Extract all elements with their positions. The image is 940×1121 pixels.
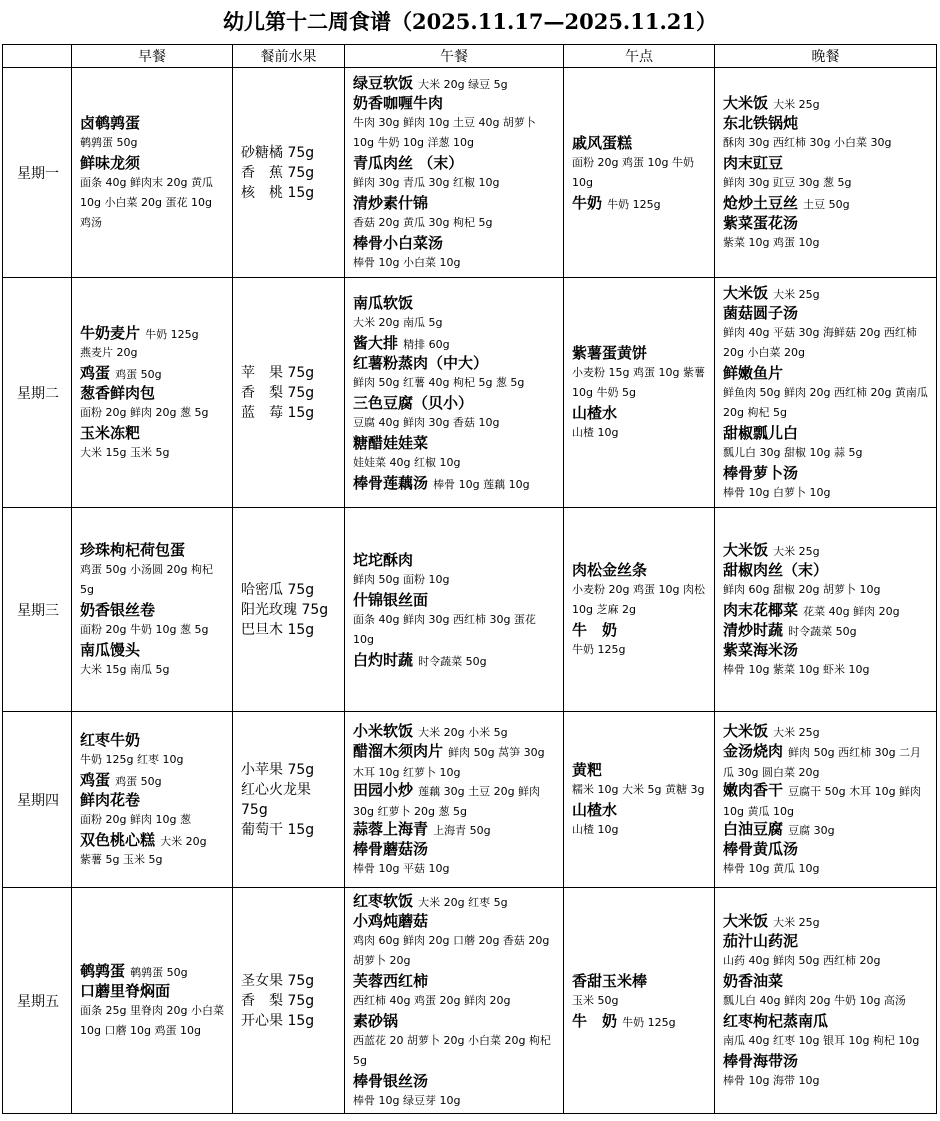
dish-name: 甜椒瓢儿白 [723, 423, 799, 442]
ingredient-line: 鲜肉 60g 甜椒 20g 胡萝卜 10g [723, 582, 881, 596]
dish-line [723, 931, 930, 951]
dish-line [353, 193, 557, 213]
fruit-item: 砂糖橘 75g [241, 144, 315, 161]
header-row [3, 45, 937, 68]
dish-line [723, 600, 930, 620]
day-row [3, 278, 937, 508]
ingredient-line: 山楂 10g [572, 425, 619, 439]
ingredient-line: 山药 40g 鲜肉 50g 西红柿 20g [723, 953, 881, 967]
dish-name: 卤鹌鹑蛋 [80, 113, 141, 132]
dish-line [723, 113, 930, 133]
fruit-item: 圣女果 75g [241, 972, 315, 989]
fruit-cell [233, 888, 345, 1114]
dish-name: 鹌鹑蛋 [80, 961, 126, 980]
page-title: 幼儿第十二周食谱（2025.11.17—2025.11.21） [222, 9, 718, 34]
dish-name: 绿豆软饭 [353, 73, 414, 92]
dish-name: 双色桃心糕 [80, 830, 156, 849]
dish-name: 口蘑里脊焖面 [80, 981, 171, 1000]
snack-cell [564, 508, 715, 712]
dish-line [572, 760, 708, 780]
fruit-item: 葡萄干 15g [241, 821, 315, 838]
breakfast-cell [72, 888, 233, 1114]
ingredient-line: 棒骨 10g 白萝卜 10g [723, 485, 831, 499]
dish-name: 素砂锅 [353, 1011, 399, 1030]
fruit-item: 开心果 15g [241, 1012, 315, 1029]
dish-name: 菌菇圆子汤 [723, 303, 799, 322]
dish-name: 清炒时蔬 [723, 620, 784, 639]
dish-line [723, 1011, 930, 1031]
dish-line [353, 721, 557, 741]
dish-name: 红枣牛奶 [80, 730, 141, 749]
dish-note: 时令蔬菜 50g [788, 624, 857, 638]
ingredient-line: 香菇 20g 黄瓜 30g 枸杞 5g [353, 215, 493, 229]
dish-line [723, 780, 930, 819]
dish-name: 糖醋娃娃菜 [353, 433, 429, 452]
dish-note: 大米 25g [773, 915, 820, 929]
dish-line [723, 283, 930, 303]
dish-name: 红枣枸杞蒸南瓜 [723, 1011, 829, 1030]
dish-note: 花菜 40g 鲜肉 20g [803, 604, 900, 618]
dish-name: 棒骨萝卜汤 [723, 463, 799, 482]
ingredient-line: 鲜鱼肉 50g 鲜肉 20g 西红柿 20g 黄南瓜 20g 枸杞 5g [723, 385, 928, 419]
dish-line [353, 839, 557, 859]
dish-line [80, 981, 226, 1001]
ingredient-line: 瓢儿白 40g 鲜肉 20g 牛奶 10g 高汤 [723, 993, 906, 1007]
dish-line [80, 770, 226, 790]
fruit-item: 蓝 莓 15g [241, 404, 315, 421]
dish-line [80, 830, 226, 850]
ingredient-line: 大米 20g 南瓜 5g [353, 315, 443, 329]
header-dinner: 晚餐 [715, 45, 937, 68]
ingredient-line: 鲜肉 30g 豇豆 30g 葱 5g [723, 175, 852, 189]
dish-name: 南瓜软饭 [353, 293, 414, 312]
dish-note: 精排 60g [403, 337, 450, 351]
dish-name: 棒骨莲藕汤 [353, 473, 429, 492]
dish-name: 醋溜木须肉片 [353, 741, 444, 760]
dish-name: 金汤烧肉 [723, 741, 784, 760]
dish-name: 大米饭 [723, 283, 769, 302]
day-label: 星期五 [3, 888, 72, 1114]
dish-line [353, 1011, 557, 1031]
dish-name: 大米饭 [723, 721, 769, 740]
dish-name: 牛 奶 [572, 1011, 618, 1030]
dish-note: 鸡蛋 50g [115, 367, 162, 381]
dish-line [723, 620, 930, 640]
dish-line [572, 343, 708, 363]
ingredient-line: 棒骨 10g 平菇 10g [353, 861, 450, 875]
snack-cell [564, 68, 715, 278]
dish-line [80, 961, 226, 981]
header-breakfast: 早餐 [72, 45, 233, 68]
day-label: 星期四 [3, 712, 72, 888]
dish-name: 甜椒肉丝（末） [723, 560, 829, 579]
dish-line [353, 473, 557, 493]
dish-line [572, 971, 708, 991]
dish-name: 棒骨黄瓜汤 [723, 839, 799, 858]
dish-line [572, 560, 708, 580]
dish-name: 奶香咖喱牛肉 [353, 93, 444, 112]
dish-line [353, 1071, 557, 1091]
dish-line [723, 463, 930, 483]
dish-name: 香甜玉米棒 [572, 971, 648, 990]
dish-name: 戚风蛋糕 [572, 133, 633, 152]
dish-line [572, 133, 708, 153]
snack-cell [564, 888, 715, 1114]
breakfast-cell [72, 278, 233, 508]
dinner-cell [715, 278, 937, 508]
ingredient-line: 西蓝花 20 胡萝卜 20g 小白菜 20g 枸杞 5g [353, 1033, 551, 1067]
fruit-item: 苹 果 75g [241, 364, 315, 381]
dish-line [353, 550, 557, 570]
dish-line [80, 640, 226, 660]
day-label: 星期二 [3, 278, 72, 508]
dish-note: 大米 25g [773, 725, 820, 739]
header-snack: 午点 [564, 45, 715, 68]
dish-note: 鹌鹑蛋 50g [130, 965, 188, 979]
dish-name: 什锦银丝面 [353, 590, 429, 609]
dish-note: 豆腐干 50g 木耳 10g 鲜肉 10g 黄瓜 10g [723, 784, 922, 818]
dish-name: 奶香银丝卷 [80, 600, 156, 619]
ingredient-line: 瓢儿白 30g 甜椒 10g 蒜 5g [723, 445, 863, 459]
lunch-cell [345, 508, 564, 712]
dish-line [723, 423, 930, 443]
dish-name: 肉末花椰菜 [723, 600, 799, 619]
dish-line [80, 730, 226, 750]
ingredient-line: 糯米 10g 大米 5g 黄糖 3g [572, 782, 705, 796]
dish-name: 东北铁锅炖 [723, 113, 799, 132]
dish-line [80, 383, 226, 403]
ingredient-line: 牛奶 125g 红枣 10g [80, 752, 184, 766]
dish-line [353, 153, 557, 173]
dish-note: 大米 20g 小米 5g [418, 725, 508, 739]
ingredient-line: 面条 40g 鲜肉末 20g 黄瓜 10g 小白菜 20g 蛋花 10g 鸡汤 [80, 175, 213, 229]
dish-name: 鲜肉花卷 [80, 790, 141, 809]
dish-line [353, 780, 557, 819]
dish-line [80, 790, 226, 810]
dish-name: 棒骨银丝汤 [353, 1071, 429, 1090]
ingredient-line: 小麦粉 20g 鸡蛋 10g 肉松 10g 芝麻 2g [572, 582, 705, 616]
dish-name: 南瓜馒头 [80, 640, 141, 659]
dish-name: 葱香鲜肉包 [80, 383, 156, 402]
dish-line [723, 213, 930, 233]
dish-line [353, 891, 557, 911]
ingredient-line: 酥肉 30g 西红柿 30g 小白菜 30g [723, 135, 892, 149]
dish-name: 鲜味龙须 [80, 153, 141, 172]
breakfast-cell [72, 508, 233, 712]
dish-line [723, 153, 930, 173]
dish-note: 大米 20g 红枣 5g [418, 895, 508, 909]
ingredient-line: 面粉 20g 鲜肉 10g 葱 [80, 812, 191, 826]
dish-name: 酱大排 [353, 333, 399, 352]
dish-line [80, 423, 226, 443]
dish-name: 红薯粉蒸肉（中大） [353, 353, 489, 372]
dish-name: 嫩肉香干 [723, 780, 784, 799]
dish-note: 土豆 50g [803, 197, 850, 211]
dish-line [723, 971, 930, 991]
dish-line [723, 1051, 930, 1071]
dish-line [353, 590, 557, 610]
ingredient-line: 面条 25g 里脊肉 20g 小白菜 10g 口蘑 10g 鸡蛋 10g [80, 1003, 224, 1037]
day-row [3, 888, 937, 1114]
dish-name: 山楂水 [572, 800, 618, 819]
ingredient-line: 大米 15g 南瓜 5g [80, 662, 170, 676]
fruit-item: 哈密瓜 75g [241, 581, 315, 598]
ingredient-line: 棒骨 10g 小白菜 10g [353, 255, 461, 269]
dish-note: 棒骨 10g 莲藕 10g [433, 477, 530, 491]
fruit-cell [233, 68, 345, 278]
dish-name: 大米饭 [723, 911, 769, 930]
dish-name: 鸡蛋 [80, 770, 111, 789]
dish-name: 茄汁山药泥 [723, 931, 799, 950]
dish-line [723, 721, 930, 741]
dish-name: 奶香油菜 [723, 971, 784, 990]
dish-line [723, 819, 930, 839]
dish-note: 大米 20g [160, 834, 207, 848]
day-row [3, 712, 937, 888]
ingredient-line: 面粉 20g 牛奶 10g 葱 5g [80, 622, 209, 636]
menu-table [2, 44, 937, 1114]
breakfast-cell [72, 712, 233, 888]
dish-line [723, 741, 930, 780]
dish-line [572, 620, 708, 640]
snack-cell [564, 712, 715, 888]
dish-note: 大米 25g [773, 544, 820, 558]
dish-line [723, 193, 930, 213]
ingredient-line: 小麦粉 15g 鸡蛋 10g 紫薯 10g 牛奶 5g [572, 365, 705, 399]
ingredient-line: 棒骨 10g 紫菜 10g 虾米 10g [723, 662, 870, 676]
dish-line [353, 911, 557, 931]
dish-name: 紫菜蛋花汤 [723, 213, 799, 232]
dish-name: 白灼时蔬 [353, 650, 414, 669]
ingredient-line: 鸡蛋 50g 小汤圆 20g 枸杞 5g [80, 562, 213, 596]
dish-line [353, 353, 557, 373]
ingredient-line: 豆腐 40g 鲜肉 30g 香菇 10g [353, 415, 500, 429]
dish-line [723, 839, 930, 859]
dish-name: 玉米冻粑 [80, 423, 141, 442]
dinner-cell [715, 68, 937, 278]
header-lunch: 午餐 [345, 45, 564, 68]
dish-line [723, 640, 930, 660]
dish-name: 坨坨酥肉 [353, 550, 414, 569]
fruit-cell [233, 712, 345, 888]
ingredient-line: 棒骨 10g 海带 10g [723, 1073, 820, 1087]
dish-line [353, 741, 557, 780]
dish-name: 棒骨小白菜汤 [353, 233, 444, 252]
dish-name: 紫菜海米汤 [723, 640, 799, 659]
dish-line [572, 403, 708, 423]
ingredient-line: 紫菜 10g 鸡蛋 10g [723, 235, 820, 249]
dish-name: 黄粑 [572, 760, 603, 779]
dish-note: 大米 25g [773, 287, 820, 301]
dish-name: 芙蓉西红柿 [353, 971, 429, 990]
dish-line [80, 600, 226, 620]
ingredient-line: 面粉 20g 鲜肉 20g 葱 5g [80, 405, 209, 419]
dish-line [572, 1011, 708, 1031]
ingredient-line: 棒骨 10g 绿豆芽 10g [353, 1093, 461, 1107]
ingredient-line: 牛肉 30g 鲜肉 10g 土豆 40g 胡萝卜 10g 牛奶 10g 洋葱 10g [353, 115, 536, 149]
fruit-item: 红心火龙果 75g [241, 781, 311, 818]
dish-name: 珍珠枸杞荷包蛋 [80, 540, 186, 559]
dish-line [353, 971, 557, 991]
fruit-cell [233, 508, 345, 712]
dish-note: 时令蔬菜 50g [418, 654, 487, 668]
dish-line [353, 73, 557, 93]
dish-name: 山楂水 [572, 403, 618, 422]
ingredient-line: 西红柿 40g 鸡蛋 20g 鲜肉 20g [353, 993, 511, 1007]
dish-note: 鸡蛋 50g [115, 774, 162, 788]
lunch-cell [345, 888, 564, 1114]
dish-name: 牛奶 [572, 193, 603, 212]
lunch-cell [345, 68, 564, 278]
day-label: 星期一 [3, 68, 72, 278]
dish-line [572, 193, 708, 213]
dish-name: 鲜嫩鱼片 [723, 363, 784, 382]
dish-name: 棒骨海带汤 [723, 1051, 799, 1070]
dish-line [80, 153, 226, 173]
ingredient-line: 牛奶 125g [572, 642, 626, 656]
dish-note: 鲜肉 50g 西红柿 30g 二月瓜 30g 圆白菜 20g [723, 745, 922, 779]
dish-line [723, 560, 930, 580]
header-fruit: 餐前水果 [233, 45, 345, 68]
ingredient-line: 燕麦片 20g [80, 345, 138, 359]
dish-line [353, 233, 557, 253]
snack-cell [564, 278, 715, 508]
dish-line [353, 93, 557, 113]
ingredient-line: 面条 40g 鲜肉 30g 西红柿 30g 蛋花 10g [353, 612, 536, 646]
ingredient-line: 鹌鹑蛋 50g [80, 135, 138, 149]
dish-line [353, 650, 557, 670]
dish-name: 小鸡炖蘑菇 [353, 911, 429, 930]
dish-line [353, 819, 557, 839]
ingredient-line: 鲜肉 40g 平菇 30g 海鲜菇 20g 西红柿 20g 小白菜 20g [723, 325, 917, 359]
dish-name: 大米饭 [723, 93, 769, 112]
header-corner [3, 45, 72, 68]
dinner-cell [715, 712, 937, 888]
dish-line [572, 800, 708, 820]
dish-note: 鲜肉 50g 莴笋 30g 木耳 10g 红萝卜 10g [353, 745, 545, 779]
ingredient-line: 鲜肉 50g 红薯 40g 枸杞 5g 葱 5g [353, 375, 525, 389]
fruit-item: 巴旦木 15g [241, 621, 315, 638]
fruit-item: 香 蕉 75g [241, 164, 315, 181]
dish-note: 豆腐 30g [788, 823, 835, 837]
dish-line [80, 363, 226, 383]
ingredient-line: 大米 15g 玉米 5g [80, 445, 170, 459]
lunch-cell [345, 278, 564, 508]
day-label: 星期三 [3, 508, 72, 712]
lunch-cell [345, 712, 564, 888]
ingredient-line: 鲜肉 30g 青瓜 30g 红椒 10g [353, 175, 500, 189]
dish-name: 牛 奶 [572, 620, 618, 639]
dish-name: 肉末豇豆 [723, 153, 784, 172]
dish-name: 田园小炒 [353, 780, 414, 799]
dish-name: 红枣软饭 [353, 891, 414, 910]
dish-name: 牛奶麦片 [80, 323, 141, 342]
dish-note: 大米 20g 绿豆 5g [418, 77, 508, 91]
ingredient-line: 鲜肉 50g 面粉 10g [353, 572, 450, 586]
dish-line [723, 911, 930, 931]
dish-name: 青瓜肉丝 （末） [353, 153, 464, 172]
dinner-cell [715, 888, 937, 1114]
fruit-item: 核 桃 15g [241, 184, 315, 201]
ingredient-line: 南瓜 40g 红枣 10g 银耳 10g 枸杞 10g [723, 1033, 920, 1047]
dish-note: 大米 25g [773, 97, 820, 111]
dish-note: 牛奶 125g [145, 327, 199, 341]
fruit-item: 阳光玫瑰 75g [241, 601, 329, 618]
dish-name: 大米饭 [723, 540, 769, 559]
dish-line [80, 540, 226, 560]
dish-name: 三色豆腐（贝小） [353, 393, 474, 412]
dish-name: 棒骨蘑菇汤 [353, 839, 429, 858]
dish-line [723, 540, 930, 560]
dish-name: 肉松金丝条 [572, 560, 648, 579]
ingredient-line: 娃娃菜 40g 红椒 10g [353, 455, 461, 469]
ingredient-line: 山楂 10g [572, 822, 619, 836]
day-row [3, 68, 937, 278]
day-row [3, 508, 937, 712]
fruit-item: 香 梨 75g [241, 384, 315, 401]
dish-line [723, 303, 930, 323]
fruit-cell [233, 278, 345, 508]
dish-note: 牛奶 125g [622, 1015, 676, 1029]
dish-name: 蒜蓉上海青 [353, 819, 429, 838]
dish-line [80, 113, 226, 133]
dish-line [80, 323, 226, 343]
dish-line [353, 433, 557, 453]
fruit-item: 小苹果 75g [241, 761, 315, 778]
dish-name: 小米软饭 [353, 721, 414, 740]
dish-note: 上海青 50g [433, 823, 491, 837]
dinner-cell [715, 508, 937, 712]
dish-line [353, 333, 557, 353]
dish-name: 白油豆腐 [723, 819, 784, 838]
ingredient-line: 玉米 50g [572, 993, 619, 1007]
dish-line [723, 363, 930, 383]
dish-line [353, 393, 557, 413]
dish-name: 清炒素什锦 [353, 193, 429, 212]
dish-name: 炝炒土豆丝 [723, 193, 799, 212]
ingredient-line: 紫薯 5g 玉米 5g [80, 852, 163, 866]
dish-line [723, 93, 930, 113]
dish-name: 紫薯蛋黄饼 [572, 343, 648, 362]
dish-note: 牛奶 125g [607, 197, 661, 211]
dish-line [353, 293, 557, 313]
ingredient-line: 鸡肉 60g 鲜肉 20g 口蘑 20g 香菇 20g 胡萝卜 20g [353, 933, 550, 967]
fruit-item: 香 梨 75g [241, 992, 315, 1009]
ingredient-line: 面粉 20g 鸡蛋 10g 牛奶 10g [572, 155, 694, 189]
dish-name: 鸡蛋 [80, 363, 111, 382]
dish-note: 莲藕 30g 土豆 20g 鲜肉 30g 红萝卜 20g 葱 5g [353, 784, 541, 818]
ingredient-line: 棒骨 10g 黄瓜 10g [723, 861, 820, 875]
breakfast-cell [72, 68, 233, 278]
